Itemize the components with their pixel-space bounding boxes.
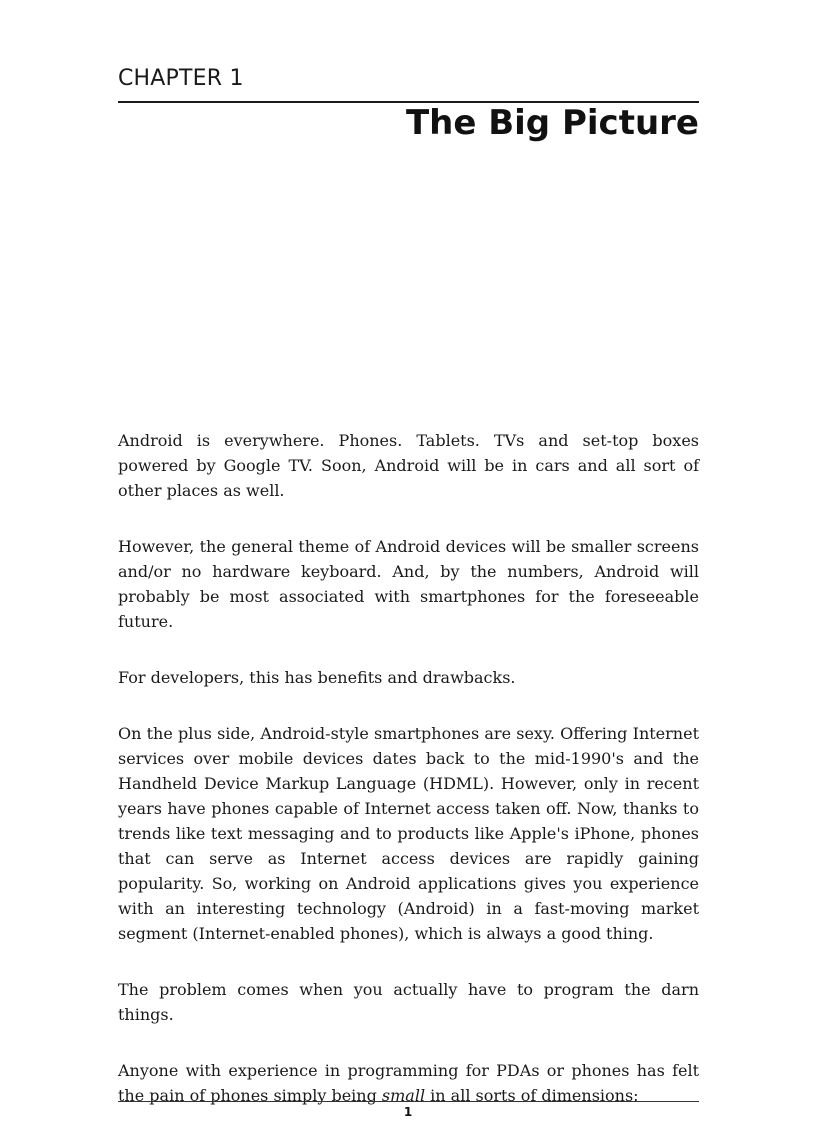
- emphasis-small: small: [381, 1086, 426, 1105]
- paragraph-last-end: in all sorts of dimensions:: [425, 1086, 639, 1105]
- paragraph: However, the general theme of Android devices will be smaller screens and/or no hardware keyboard. And, by the numbers, Android will probably be most associated with smartphones for the foreseeable future.: [118, 537, 699, 631]
- paragraph: For developers, this has benefits and drawbacks.: [118, 668, 516, 687]
- paragraph: Android is everywhere. Phones. Tablets. TVs and set-top boxes powered by Google TV. Soon, Android will be in cars and all sort of other places as well.: [118, 431, 699, 500]
- page-number: 1: [403, 1105, 413, 1119]
- paragraph: On the plus side, Android-style smartphones are sexy. Offering Internet services over mobile devices dates back to the mid-1990's and the Handheld Device Markup Language (HDML). However, only in recent years have phones capable of Internet access taken off. Now, thanks to trends like text messaging and to products like Apple's iPhone, phones that can serve as Internet access devices are rapidly gaining popularity. So, working on Android applications gives you experience with an interesting technology (Android) in a fast-moving market segment (Internet-enabled phones), which is always a good thing.: [118, 724, 699, 943]
- body-text: [118, 428, 699, 1108]
- chapter-label: CHAPTER 1: [118, 66, 244, 91]
- chapter-title: The Big Picture: [405, 103, 699, 143]
- paragraph: The problem comes when you actually have to program the darn things.: [118, 980, 699, 1024]
- paragraph-last-start: Anyone with experience in programming for PDAs or phones has felt the pain of phones simply being: [118, 1061, 699, 1105]
- footer-rule: [118, 1101, 699, 1102]
